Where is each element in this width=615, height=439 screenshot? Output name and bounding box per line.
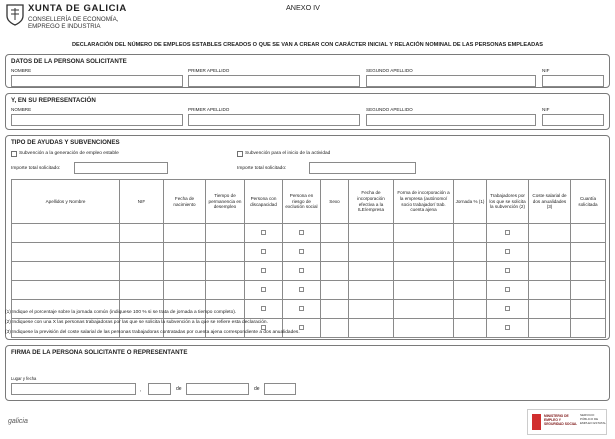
galicia-brand-logo: galicia [8, 418, 28, 425]
applicant-heading: DATOS DE LA PERSONA SOLICITANTE [11, 58, 127, 65]
employment-service-name: SERVICIO PÚBLICO DE EMPLEO ESTATAL [580, 413, 607, 425]
representative-surname2-label: SEGUNDO APELLIDO [366, 107, 413, 112]
annex-label: ANEXO IV [286, 3, 320, 12]
table-cell[interactable] [487, 319, 529, 338]
row-checkbox[interactable] [505, 306, 510, 311]
table-cell[interactable] [245, 262, 283, 281]
table-cell[interactable] [120, 281, 164, 300]
aid-heading: TIPO DE AYUDAS Y SUBVENCIONES [11, 139, 120, 146]
total-requested-label-2: Importe total solicitado: [237, 166, 287, 171]
table-cell[interactable] [283, 262, 321, 281]
place-date-label: Lugar y fecha [11, 376, 37, 381]
table-cell[interactable] [487, 224, 529, 243]
representative-surname1-label: PRIMER APELLIDO [188, 107, 230, 112]
place-input[interactable] [11, 383, 136, 395]
page-header [0, 0, 615, 38]
representative-heading: Y, EN SU REPRESENTACIÓN [11, 97, 96, 104]
total-requested-input-1[interactable] [74, 162, 168, 174]
table-cell[interactable] [206, 281, 245, 300]
table-header-row [12, 180, 606, 224]
representative-surname1-input[interactable] [188, 114, 360, 126]
day-input[interactable] [148, 383, 171, 395]
table-cell[interactable] [120, 224, 164, 243]
applicant-surname2-input[interactable] [366, 75, 536, 87]
ministry-name: MINISTERIO DE EMPLEO Y SEGURIDAD SOCIAL [544, 414, 578, 426]
table-cell[interactable] [529, 224, 571, 243]
table-cell[interactable] [206, 262, 245, 281]
representative-nif-label: NIF [542, 107, 550, 112]
month-input[interactable] [186, 383, 249, 395]
table-cell[interactable] [245, 300, 283, 319]
table-cell[interactable] [206, 300, 245, 319]
table-cell[interactable] [394, 281, 454, 300]
table-cell[interactable] [120, 300, 164, 319]
row-checkbox[interactable] [299, 230, 304, 235]
row-checkbox[interactable] [261, 230, 266, 235]
table-cell[interactable] [120, 243, 164, 262]
col-header: Apellidos y Nombre [12, 180, 120, 224]
employment-subsidy-label: Subvención a la generación de empleo estable [19, 151, 119, 156]
table-cell[interactable] [283, 243, 321, 262]
table-cell[interactable] [245, 281, 283, 300]
representative-section [5, 93, 610, 130]
applicant-name-input[interactable] [11, 75, 183, 87]
table-cell[interactable] [394, 262, 454, 281]
table-cell[interactable] [487, 243, 529, 262]
applicant-surname1-label: PRIMER APELLIDO [188, 68, 230, 73]
row-checkbox[interactable] [505, 230, 510, 235]
col-header: Trabajadores por los que se solicita la subvención (2) [487, 180, 529, 224]
ministry-logo [527, 409, 607, 435]
row-checkbox[interactable] [505, 287, 510, 292]
table-row [12, 300, 606, 319]
row-checkbox[interactable] [505, 325, 510, 330]
table-cell[interactable] [454, 300, 487, 319]
col-header: Cuantía solicitada [571, 180, 606, 224]
table-cell[interactable] [487, 281, 529, 300]
applicant-name-label: NOMBRE [11, 68, 32, 73]
table-cell[interactable] [164, 262, 206, 281]
applicant-surname2-label: SEGUNDO APELLIDO [366, 68, 413, 73]
row-checkbox[interactable] [505, 249, 510, 254]
table-cell[interactable] [349, 262, 394, 281]
table-row [12, 224, 606, 243]
col-header: NIF [120, 180, 164, 224]
applicant-section [5, 54, 610, 88]
row-checkbox[interactable] [299, 268, 304, 273]
col-header: Coste salarial de dos anualidades (3) [529, 180, 571, 224]
xunta-shield-icon [5, 3, 25, 27]
table-cell[interactable] [529, 300, 571, 319]
table-cell[interactable] [283, 281, 321, 300]
table-cell[interactable] [529, 281, 571, 300]
table-cell[interactable] [487, 262, 529, 281]
col-header: Fecha de nacimiento [164, 180, 206, 224]
table-cell[interactable] [12, 262, 120, 281]
applicant-surname1-input[interactable] [188, 75, 360, 87]
table-cell[interactable] [571, 262, 606, 281]
year-input[interactable] [264, 383, 296, 395]
table-cell[interactable] [164, 281, 206, 300]
table-cell[interactable] [321, 243, 349, 262]
table-row [12, 281, 606, 300]
signature-section [5, 345, 610, 401]
de-separator-1: de [176, 386, 182, 392]
table-cell[interactable] [245, 224, 283, 243]
table-cell[interactable] [321, 262, 349, 281]
row-checkbox[interactable] [261, 306, 266, 311]
table-cell[interactable] [529, 262, 571, 281]
footnote-2: (2) Indiquese con una X las personas trabajadoras por las que se solicita la subvención a la que se refiere esta declaración. [5, 320, 268, 325]
table-cell[interactable] [454, 262, 487, 281]
representative-nif-input[interactable] [542, 114, 604, 126]
row-checkbox[interactable] [299, 287, 304, 292]
table-cell[interactable] [394, 300, 454, 319]
table-cell[interactable] [12, 243, 120, 262]
table-cell[interactable] [206, 243, 245, 262]
table-cell[interactable] [349, 243, 394, 262]
col-header: Persona en riesgo de exclusión social [283, 180, 321, 224]
table-cell[interactable] [164, 224, 206, 243]
table-cell[interactable] [321, 281, 349, 300]
activity-start-label: Subvención para el inicio de la actividad [245, 151, 331, 156]
table-cell[interactable] [571, 300, 606, 319]
table-cell[interactable] [529, 243, 571, 262]
table-cell[interactable] [349, 224, 394, 243]
table-cell[interactable] [454, 243, 487, 262]
applicant-nif-input[interactable] [542, 75, 604, 87]
table-cell[interactable] [321, 319, 349, 338]
representative-name-label: NOMBRE [11, 107, 32, 112]
table-cell[interactable] [283, 224, 321, 243]
applicant-nif-label: NIF [542, 68, 550, 73]
table-cell[interactable] [12, 281, 120, 300]
table-cell[interactable] [349, 300, 394, 319]
table-cell[interactable] [349, 281, 394, 300]
col-header: Sexo [321, 180, 349, 224]
table-cell[interactable] [571, 243, 606, 262]
table-cell[interactable] [454, 224, 487, 243]
table-row [12, 262, 606, 281]
table-cell[interactable] [487, 300, 529, 319]
table-cell[interactable] [321, 300, 349, 319]
de-separator-2: de [254, 386, 260, 392]
table-cell[interactable] [120, 262, 164, 281]
col-header: Tiempo de permanencia en desempleo [206, 180, 245, 224]
table-cell[interactable] [571, 319, 606, 338]
table-cell[interactable] [571, 281, 606, 300]
table-cell[interactable] [164, 243, 206, 262]
table-cell[interactable] [164, 300, 206, 319]
table-cell[interactable] [12, 300, 120, 319]
col-header: Fecha de incorporación efectiva a la ILE/empresa [349, 180, 394, 224]
row-checkbox[interactable] [299, 306, 304, 311]
col-header: Forma de incorporación a la empresa (autónomo/ socio trabajador/ trab. cuenta ajena [394, 180, 454, 224]
table-cell[interactable] [571, 224, 606, 243]
table-cell[interactable] [454, 319, 487, 338]
table-row [12, 243, 606, 262]
table-cell[interactable] [321, 224, 349, 243]
table-cell[interactable] [206, 224, 245, 243]
comma-separator: , [140, 387, 142, 393]
total-requested-input-2[interactable] [309, 162, 416, 174]
table-cell[interactable] [529, 319, 571, 338]
table-cell[interactable] [394, 224, 454, 243]
footnote-3: (3) Indiquese la previsión del coste salarial de las personas trabajadoras contratadas por cuenta ajena correspondiente a dos anualidades. [5, 330, 300, 335]
row-checkbox[interactable] [261, 268, 266, 273]
institution-name: XUNTA DE GALICIA [28, 3, 127, 14]
document-title: DECLARACIÓN DEL NÚMERO DE EMPLEOS ESTABLES CREADOS O QUE SE VAN A CREAR CON CARÁCTER INICIAL Y RELACIÓN NOMINAL DE LAS PERSONAS EMPLEADAS [72, 42, 543, 48]
table-cell[interactable] [349, 319, 394, 338]
col-header: Jornada % (1) [454, 180, 487, 224]
representative-name-input[interactable] [11, 114, 183, 126]
table-cell[interactable] [12, 224, 120, 243]
table-cell[interactable] [394, 319, 454, 338]
table-cell[interactable] [394, 243, 454, 262]
representative-surname2-input[interactable] [366, 114, 536, 126]
signature-heading: FIRMA DE LA PERSONA SOLICITANTE O REPRESENTANTE [11, 349, 188, 356]
table-cell[interactable] [454, 281, 487, 300]
table-cell[interactable] [245, 243, 283, 262]
total-requested-label-1: Importe total solicitado: [11, 166, 61, 171]
row-checkbox[interactable] [261, 287, 266, 292]
department-name: CONSELLERÍA DE ECONOMÍA, EMPREGO E INDUSTRIA [28, 16, 119, 31]
row-checkbox[interactable] [261, 249, 266, 254]
employment-subsidy-checkbox[interactable] [11, 151, 17, 157]
spain-coat-of-arms-icon [532, 414, 541, 430]
col-header: Persona con discapacidad [245, 180, 283, 224]
footnote-1: (1) Indique el porcentaje sobre la jornada común (indiquese 100 % si se trata de jornada a tiempo completo). [5, 310, 237, 315]
row-checkbox[interactable] [299, 249, 304, 254]
activity-start-checkbox[interactable] [237, 151, 243, 157]
table-cell[interactable] [283, 300, 321, 319]
row-checkbox[interactable] [505, 268, 510, 273]
